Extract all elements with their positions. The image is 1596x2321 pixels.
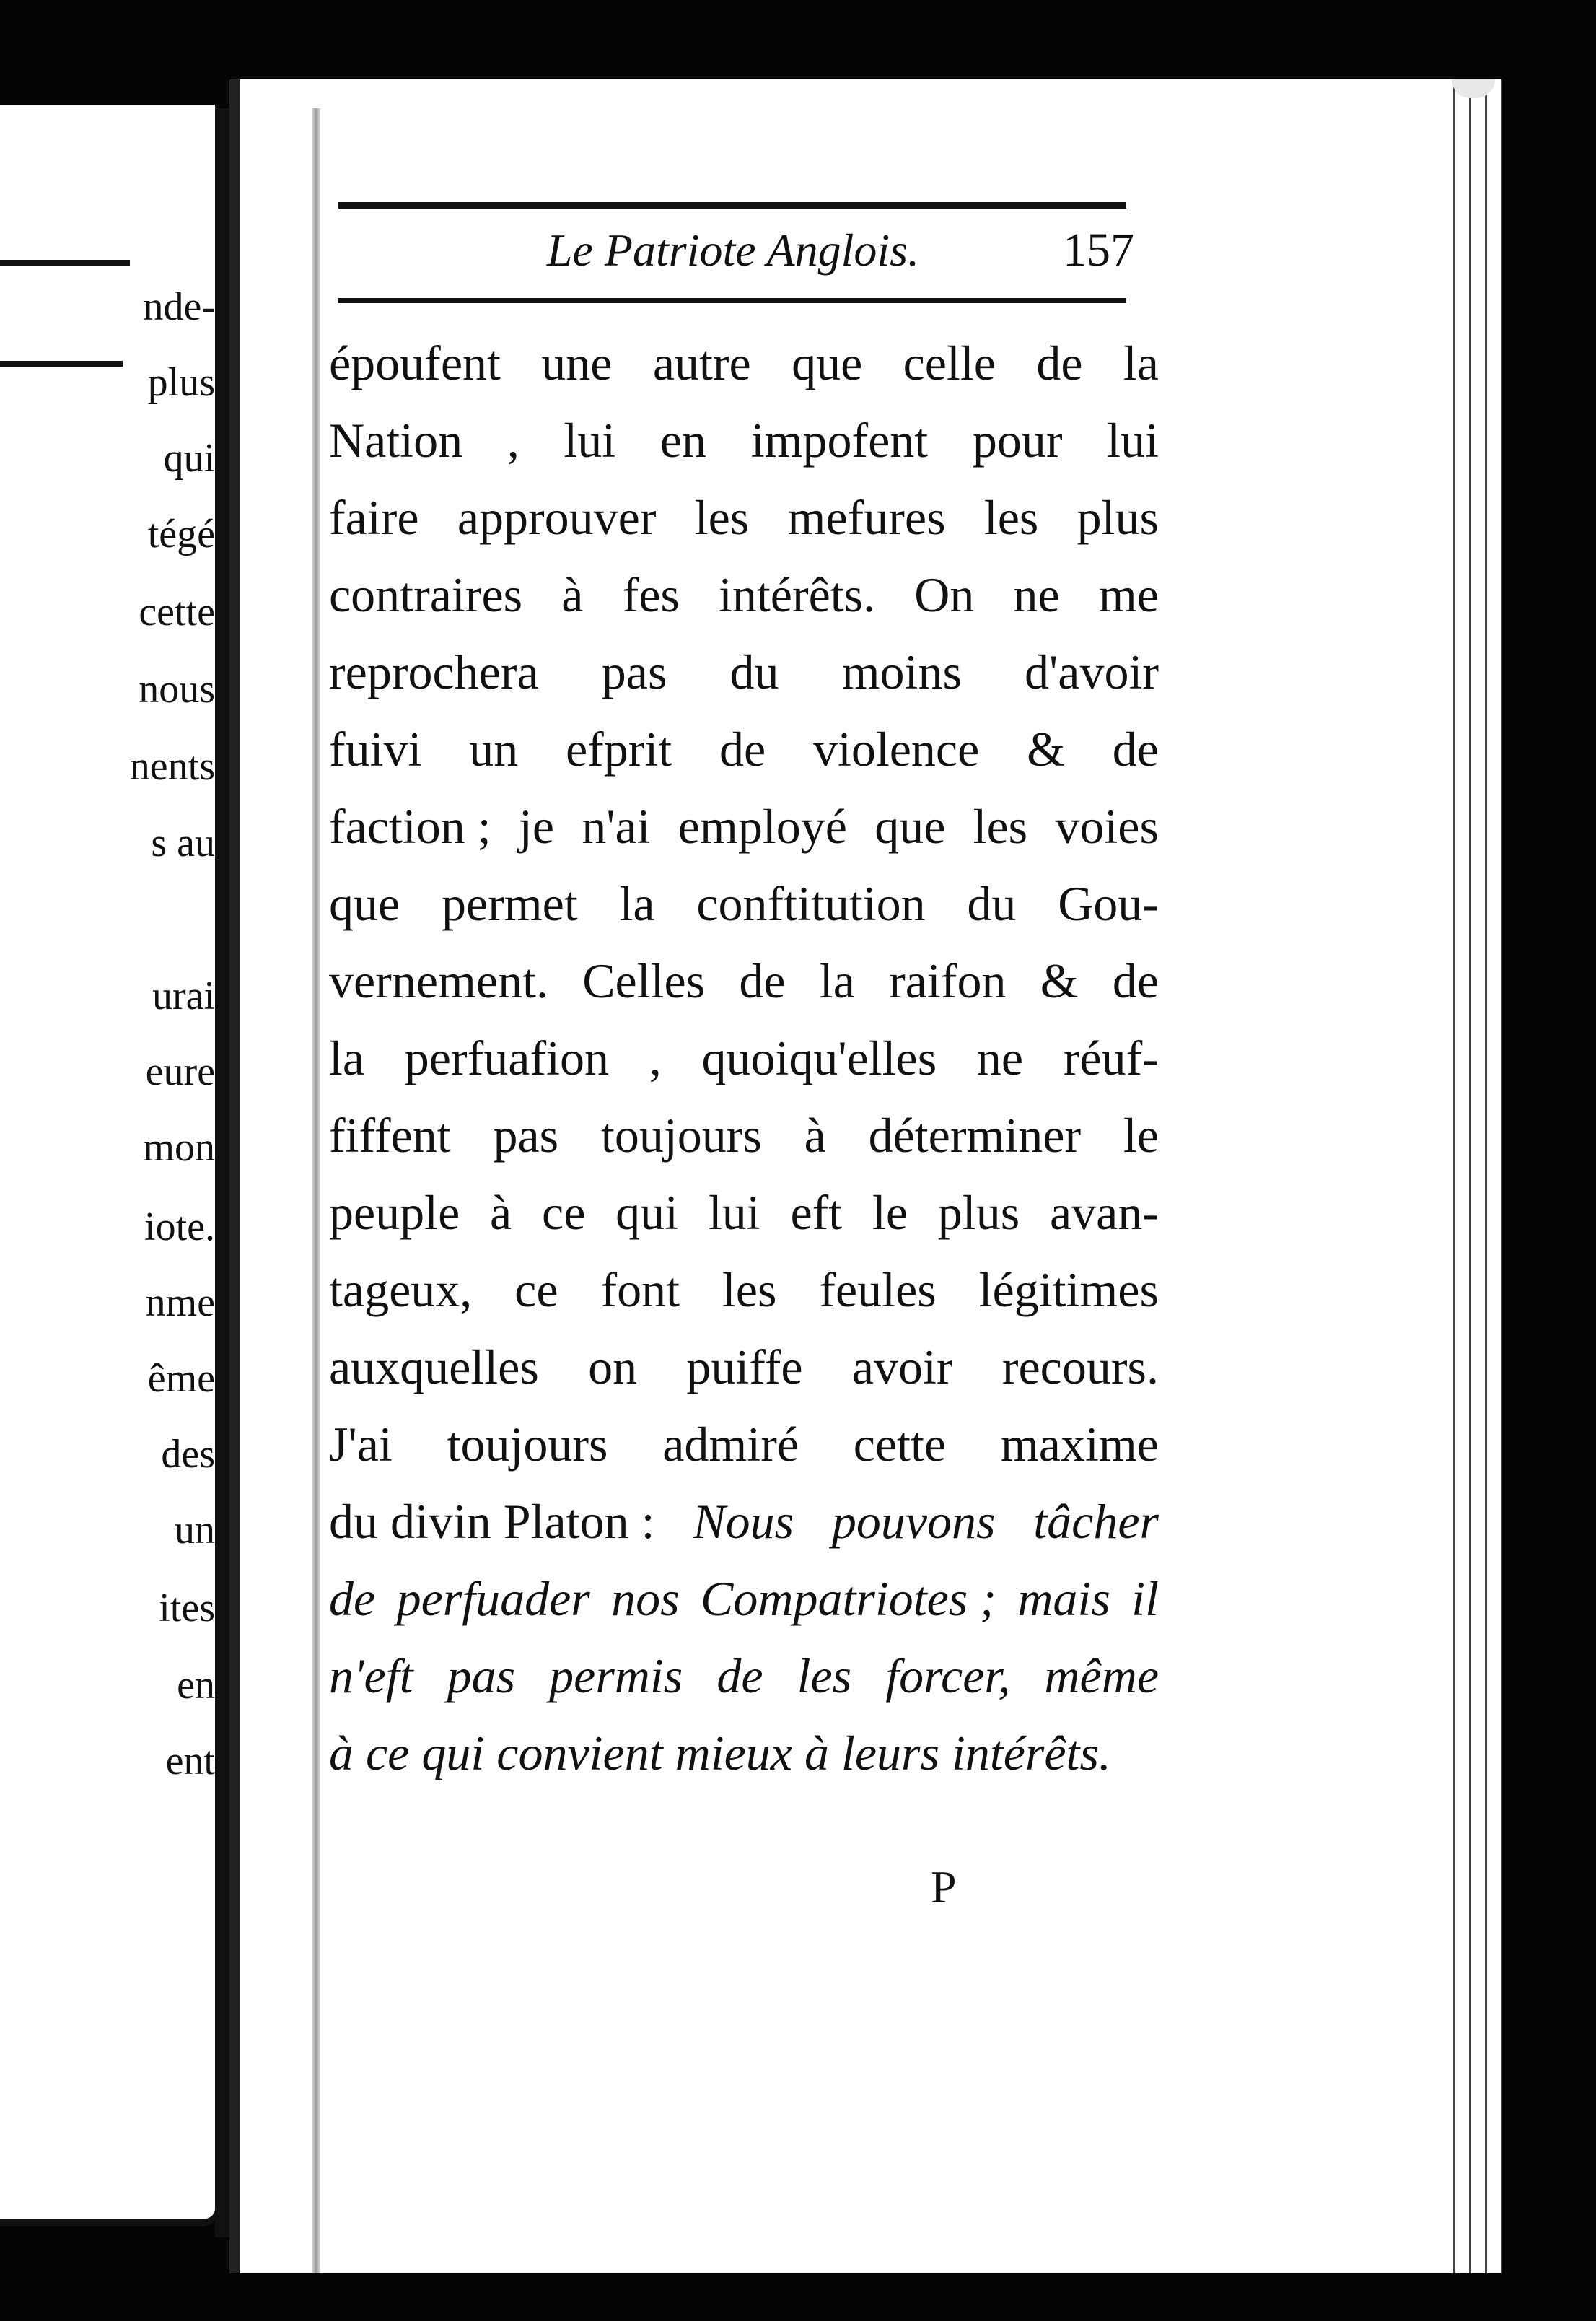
- word: pour: [972, 413, 1063, 468]
- left-page: [0, 105, 219, 2226]
- word: ne: [976, 1031, 1024, 1085]
- word: quoiqu'elles: [701, 1031, 937, 1085]
- word: les: [797, 1648, 852, 1703]
- text-line: [329, 1251, 1159, 1329]
- word: admiré: [662, 1417, 799, 1472]
- text-line: [329, 1483, 1159, 1560]
- word: que: [792, 336, 863, 390]
- word: avoir: [851, 1339, 953, 1394]
- word: on: [588, 1339, 638, 1394]
- text-line: [329, 556, 1159, 634]
- left-page-line: plus: [147, 360, 215, 405]
- word: avan-: [1049, 1185, 1159, 1240]
- left-page-line: tégé: [147, 512, 215, 556]
- text-line: [329, 1406, 1159, 1483]
- word: plus: [1077, 490, 1159, 545]
- word: n'eft: [329, 1648, 413, 1703]
- word: toujours: [447, 1417, 608, 1472]
- word: un: [469, 722, 519, 777]
- word: toujours: [600, 1108, 762, 1163]
- word: tageux,: [329, 1262, 473, 1317]
- word: perfuafion: [404, 1031, 609, 1085]
- word: voies: [1055, 799, 1159, 854]
- word: une: [541, 336, 613, 390]
- word: forcer,: [885, 1648, 1011, 1703]
- word: reprochera: [329, 644, 539, 699]
- word: fuivi: [329, 722, 422, 777]
- word: pas: [447, 1648, 516, 1703]
- word: eft: [790, 1185, 843, 1240]
- word: lui: [1107, 413, 1159, 468]
- left-page-line: nous: [139, 667, 215, 712]
- word: violence: [812, 722, 980, 777]
- text-line: [329, 1715, 1159, 1792]
- word: approuver: [457, 490, 657, 545]
- text-line: [329, 788, 1159, 865]
- left-page-line: un: [175, 1508, 215, 1552]
- word: de: [1112, 953, 1159, 1008]
- word: il: [1131, 1571, 1159, 1626]
- word: raifon: [889, 953, 1007, 1008]
- left-page-line: nde-: [143, 284, 215, 329]
- text-line: [329, 711, 1159, 788]
- word: Compatriotes ;: [701, 1571, 996, 1626]
- word: impofent: [750, 413, 929, 468]
- word: nos: [611, 1571, 680, 1626]
- word: le: [1123, 1108, 1159, 1163]
- word: fes: [622, 567, 680, 622]
- left-page-line: eure: [145, 1049, 215, 1094]
- left-page-line: iote.: [144, 1205, 215, 1249]
- word: cette: [853, 1417, 947, 1472]
- word: mais: [1017, 1571, 1110, 1626]
- left-page-line: nme: [145, 1280, 215, 1325]
- word: efprit: [565, 722, 672, 777]
- word: celle: [903, 336, 996, 390]
- word: n'ai: [582, 799, 651, 854]
- word: mefures: [787, 490, 946, 545]
- word: de: [716, 1648, 763, 1703]
- word: me: [1098, 567, 1159, 622]
- word: peuple: [329, 1185, 460, 1240]
- word: qui: [615, 1185, 679, 1240]
- word: de: [1036, 336, 1083, 390]
- word: permet: [441, 876, 578, 931]
- word: Nous: [693, 1494, 794, 1549]
- word: je: [518, 799, 554, 854]
- word: de: [719, 722, 766, 777]
- left-page-line: nents: [129, 744, 215, 789]
- word: &: [1040, 953, 1079, 1008]
- word: la: [819, 953, 855, 1008]
- word: légitimes: [978, 1262, 1159, 1317]
- word: les: [694, 490, 750, 545]
- text-line: [329, 943, 1159, 1020]
- left-page-line: mon: [143, 1125, 215, 1170]
- word: recours.: [1001, 1339, 1159, 1394]
- word: pas: [493, 1108, 559, 1163]
- word: réuf-: [1063, 1031, 1159, 1085]
- signature-mark: P: [931, 1861, 957, 1913]
- word: le: [872, 1185, 908, 1240]
- text-line: [329, 634, 1159, 711]
- word: la: [329, 1031, 365, 1085]
- word: tâcher: [1033, 1494, 1159, 1549]
- word: de: [739, 953, 786, 1008]
- word: Nation: [329, 413, 463, 468]
- word: ,: [507, 413, 519, 468]
- left-page-line: s au: [151, 821, 215, 865]
- text-line: [329, 479, 1159, 556]
- text-line: [329, 1020, 1159, 1097]
- left-page-line: urai: [152, 974, 215, 1018]
- word: font: [600, 1262, 680, 1317]
- text-line: [329, 1329, 1159, 1406]
- word: que: [874, 799, 946, 854]
- word: à ce qui convient mieux à leurs intérêts.: [329, 1726, 1111, 1780]
- word: pouvons: [831, 1494, 996, 1549]
- page-edges: [1446, 79, 1502, 2273]
- left-page-line: en: [177, 1663, 215, 1708]
- word: même: [1044, 1648, 1159, 1703]
- text-line: [329, 402, 1159, 479]
- word: lui: [708, 1185, 760, 1240]
- running-head: Le Patriote Anglois.: [546, 224, 920, 276]
- left-page-rule: [0, 361, 123, 367]
- word: conftitution: [696, 876, 926, 931]
- page-number: 157: [1063, 224, 1134, 276]
- word: fiffent: [329, 1108, 451, 1163]
- left-page-line: ent: [165, 1739, 215, 1783]
- page-fold-shadow: [312, 108, 320, 2273]
- word: d'avoir: [1025, 644, 1159, 699]
- word: ne: [1013, 567, 1060, 622]
- word: lui: [564, 413, 616, 468]
- word: du: [967, 876, 1017, 931]
- right-page: [229, 79, 1502, 2273]
- word: les: [983, 490, 1039, 545]
- word: perfuader: [396, 1571, 590, 1626]
- word: autre: [652, 336, 751, 390]
- left-page-line: ême: [147, 1356, 215, 1401]
- word: contraires: [329, 567, 523, 622]
- word: les: [722, 1262, 777, 1317]
- left-page-line: qui: [163, 436, 215, 481]
- left-page-rule: [0, 260, 130, 266]
- word: les: [973, 799, 1028, 854]
- text-line: [329, 1560, 1159, 1638]
- word: plus: [937, 1185, 1020, 1240]
- word: époufent: [329, 336, 501, 390]
- word: Celles: [582, 953, 706, 1008]
- word: à: [804, 1108, 826, 1163]
- word: feules: [819, 1262, 937, 1317]
- word: la: [619, 876, 655, 931]
- word: maxime: [1000, 1417, 1159, 1472]
- body-text: [329, 325, 1159, 1792]
- word: la: [1123, 336, 1159, 390]
- text-line: [329, 1097, 1159, 1174]
- left-page-line: ites: [159, 1586, 215, 1630]
- word: déterminer: [868, 1108, 1082, 1163]
- word: Gou-: [1058, 876, 1159, 931]
- word: à: [561, 567, 584, 622]
- word: de: [329, 1571, 376, 1626]
- word: en: [659, 413, 707, 468]
- text-line: [329, 325, 1159, 402]
- word: faire: [329, 490, 419, 545]
- word: ce: [514, 1262, 558, 1317]
- word: moins: [841, 644, 962, 699]
- left-page-line: cette: [139, 590, 215, 634]
- word: vernement.: [329, 953, 548, 1008]
- word: puiffe: [686, 1339, 803, 1394]
- word: de: [1112, 722, 1159, 777]
- word: faction ;: [329, 799, 491, 854]
- word: du: [729, 644, 779, 699]
- word: &: [1027, 722, 1065, 777]
- word: du divin Platon :: [329, 1494, 655, 1549]
- text-line: [329, 1174, 1159, 1251]
- word: J'ai: [329, 1417, 393, 1472]
- word: ,: [649, 1031, 662, 1085]
- text-line: [329, 865, 1159, 943]
- word: ce: [542, 1185, 586, 1240]
- word: employé: [678, 799, 847, 854]
- word: pas: [601, 644, 667, 699]
- word: à: [490, 1185, 512, 1240]
- word: que: [329, 876, 400, 931]
- header-rule-bottom: [338, 298, 1126, 303]
- word: On: [914, 567, 975, 622]
- word: intérêts.: [719, 567, 876, 622]
- left-page-line: des: [161, 1432, 215, 1477]
- word: permis: [549, 1648, 683, 1703]
- word: auxquelles: [329, 1339, 539, 1394]
- text-line: [329, 1638, 1159, 1715]
